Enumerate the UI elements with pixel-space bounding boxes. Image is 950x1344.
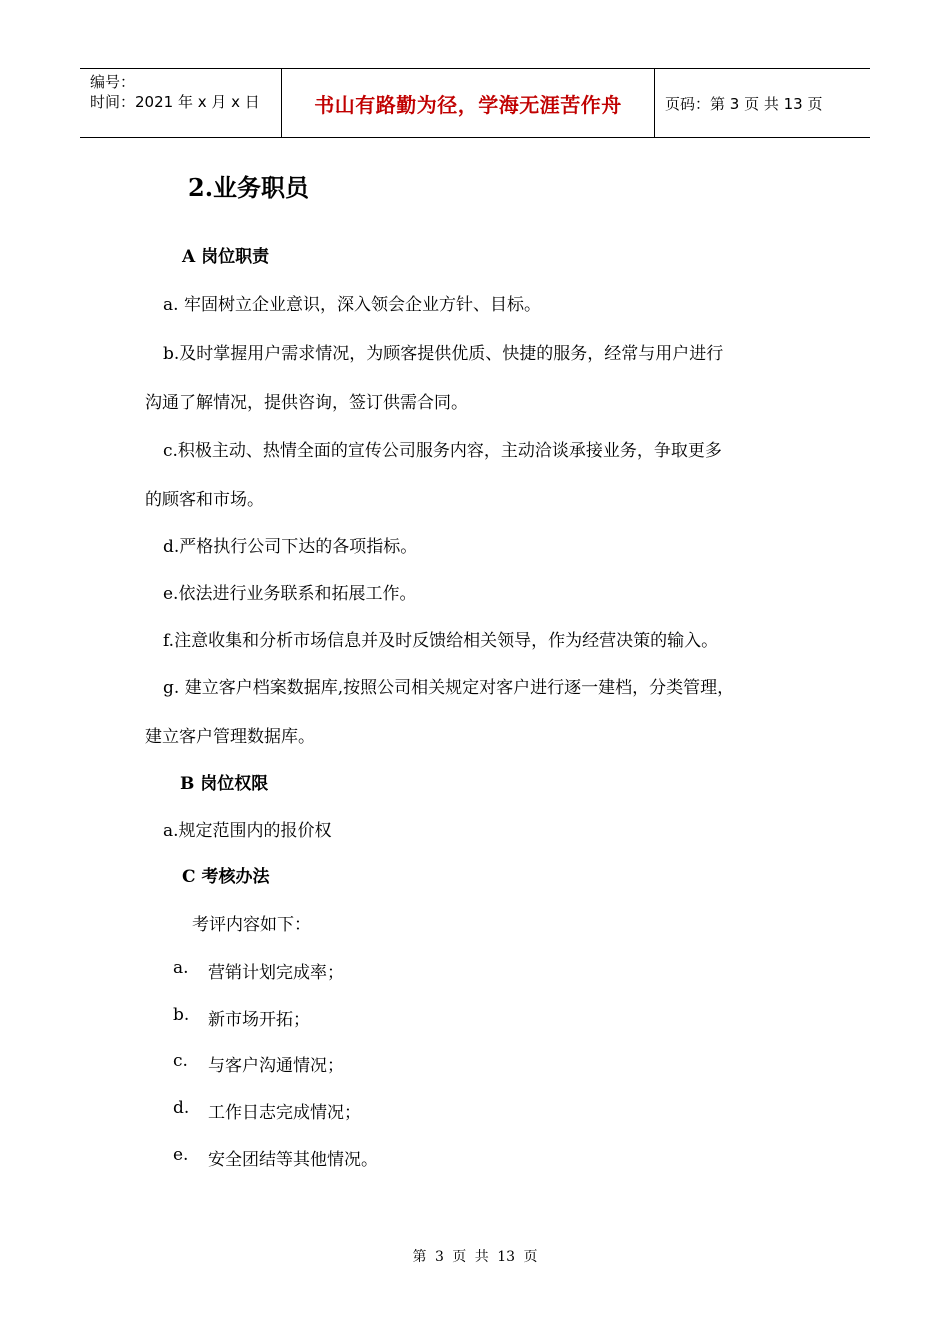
assessment-item-marker: c. — [173, 1051, 188, 1071]
authority-item: a.规定范围内的报价权 — [163, 821, 332, 841]
document-number-label: 编号： — [90, 73, 136, 91]
assessment-item: 工作日志完成情况； — [208, 1103, 361, 1123]
header-page-info: 页码：第 3 页 共 13 页 — [665, 94, 823, 113]
assessment-item: 与客户沟通情况； — [208, 1056, 344, 1076]
duty-item-continued: 建立客户管理数据库。 — [145, 727, 315, 747]
heading-duties: A 岗位职责 — [182, 247, 270, 267]
heading-authority: B 岗位权限 — [180, 774, 269, 794]
duty-item: g. 建立客户档案数据库,按照公司相关规定对客户进行逐一建档，分类管理， — [163, 678, 735, 698]
assessment-item-marker: d. — [173, 1098, 190, 1118]
motto-text: 书山有路勤为径，学海无涯苦作舟 — [314, 92, 622, 117]
section-title: 2.业务职员 — [188, 173, 310, 202]
duty-item: a. 牢固树立企业意识，深入领会企业方针、目标。 — [163, 295, 541, 315]
page-footer — [0, 1246, 950, 1266]
assessment-item: 营销计划完成率； — [208, 963, 344, 983]
duty-item: f.注意收集和分析市场信息并及时反馈给相关领导，作为经营决策的输入。 — [163, 631, 719, 651]
header-meta — [80, 69, 282, 137]
assessment-item: 新市场开拓； — [208, 1010, 310, 1030]
duty-item: b.及时掌握用户需求情况，为顾客提供优质、快捷的服务，经常与用户进行 — [163, 344, 724, 364]
assessment-item-marker: a. — [173, 958, 189, 978]
assessment-item: 安全团结等其他情况。 — [208, 1150, 378, 1170]
assessment-intro: 考评内容如下： — [192, 915, 311, 935]
assessment-item-marker: b. — [173, 1005, 190, 1025]
heading-assessment: C 考核办法 — [182, 867, 270, 887]
duty-item: e.依法进行业务联系和拓展工作。 — [163, 584, 417, 604]
header-motto — [282, 69, 655, 137]
duty-item: d.严格执行公司下达的各项指标。 — [163, 537, 418, 557]
assessment-item-marker: e. — [173, 1145, 189, 1165]
document-date: 时间：2021 年 x 月 x 日 — [90, 93, 260, 111]
page-header — [80, 68, 870, 138]
footer-page-number: 第 3 页 共 13 页 — [412, 1249, 538, 1265]
duty-item-continued: 的顾客和市场。 — [145, 490, 264, 510]
duty-item: c.积极主动、热情全面的宣传公司服务内容，主动洽谈承接业务，争取更多 — [163, 441, 722, 461]
duty-item-continued: 沟通了解情况，提供咨询，签订供需合同。 — [145, 393, 468, 413]
